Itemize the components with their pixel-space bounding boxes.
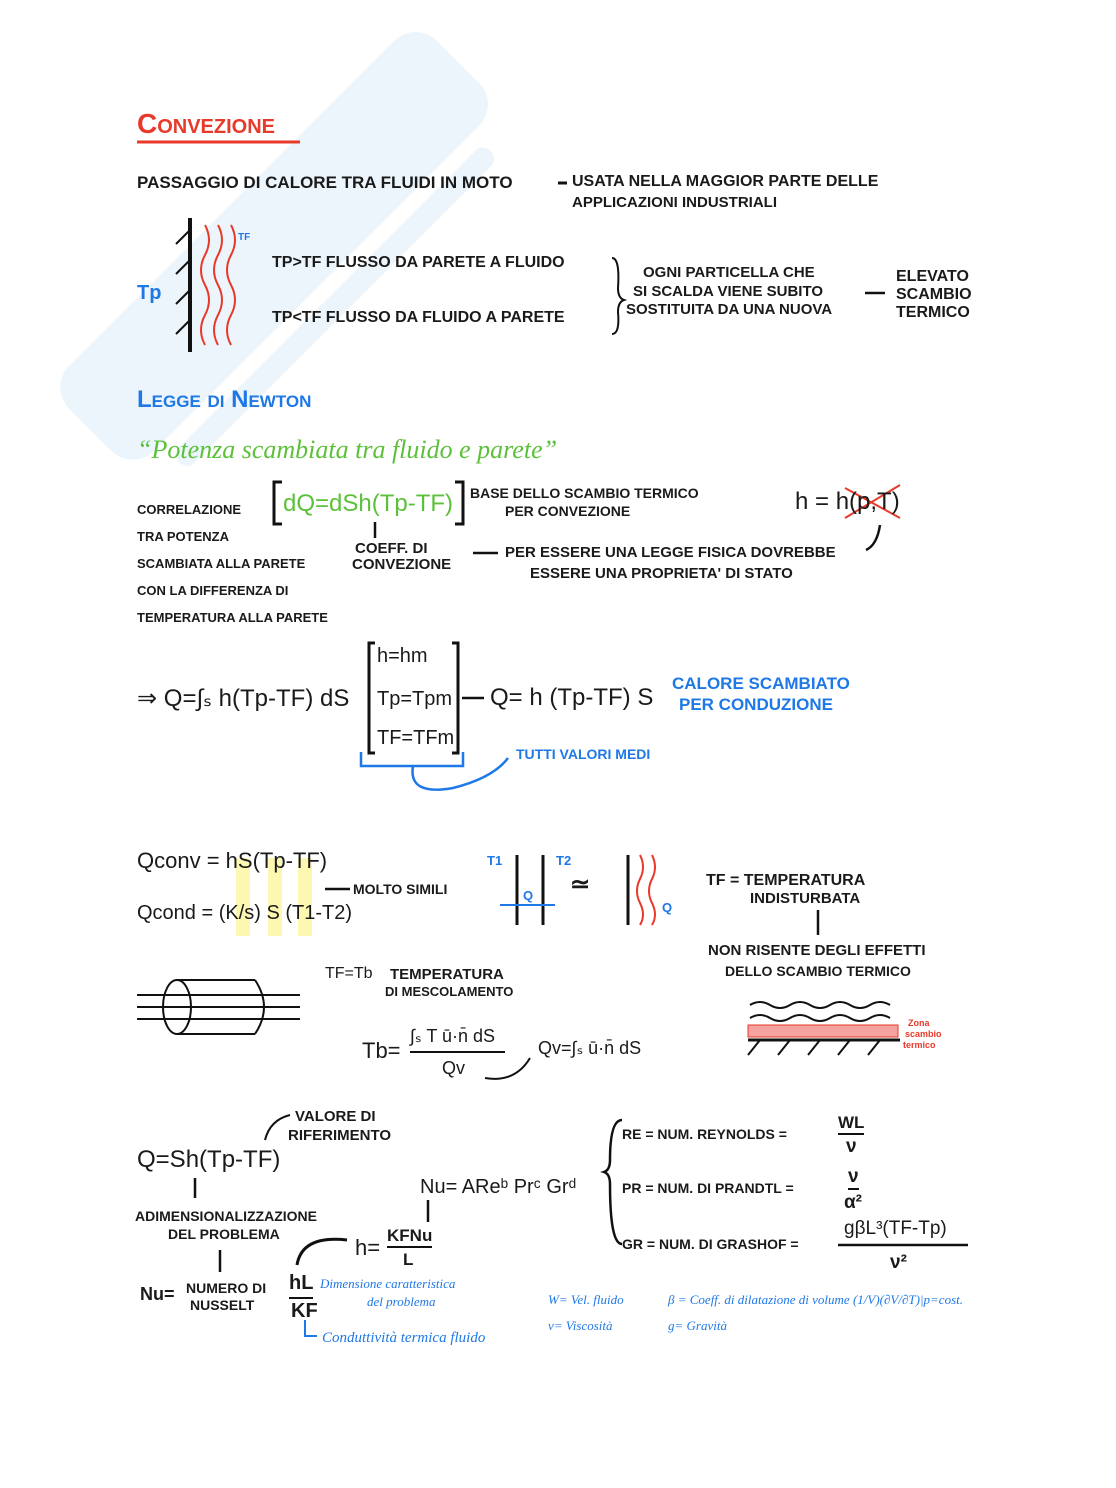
re-denominator: ν: [846, 1136, 857, 1157]
nu-numerator: hL: [289, 1272, 314, 1294]
gr-denominator: ν²: [890, 1252, 907, 1273]
h-numerator: KFNu: [387, 1226, 432, 1248]
legend-w: W= Vel. fluido: [548, 1292, 624, 1307]
qv-formula: Qv=∫ₛ ū·n̄ dS: [538, 1038, 642, 1058]
particle-note: SI SCALDA VIENE SUBITO: [633, 283, 824, 300]
tf-definition: INDISTURBATA: [750, 890, 861, 907]
result: TERMICO: [896, 304, 970, 321]
legend-beta: β = Coeff. di dilatazione di volume (1/V)(∂V/∂T)|p=cost.: [668, 1292, 963, 1307]
ref-note: VALORE DI: [295, 1108, 376, 1125]
h-denominator: L: [403, 1250, 414, 1269]
note: CALORE SCAMBIATO: [672, 674, 850, 693]
intro-usage: APPLICAZIONI INDUSTRIALI: [572, 194, 777, 211]
tb-denominator: Qv: [442, 1058, 466, 1078]
condition: TF=TFm: [377, 727, 455, 749]
fluid-waves: [201, 225, 235, 345]
brace-cases: [612, 258, 624, 334]
legend-nu: ν= Viscosità: [548, 1318, 613, 1333]
reynolds: RE = NUM. REYNOLDS =: [622, 1126, 787, 1142]
corr-note: TRA POTENZA: [137, 529, 229, 544]
label-q: Q: [662, 900, 673, 915]
zone-label: scambio: [905, 1029, 942, 1039]
law-note: PER ESSERE UNA LEGGE FISICA DOVREBBE: [505, 544, 836, 561]
nu-correlation: Nu= AReᵇ Prᶜ Grᵈ: [420, 1176, 577, 1198]
intro-usage: USATA NELLA MAGGIOR PARTE DELLE: [572, 173, 879, 190]
newton-formula: dQ=dSh(Tp-TF): [283, 490, 454, 517]
pr-numerator: ν: [848, 1166, 859, 1190]
label-t1: T1: [487, 853, 503, 868]
coeff-note: COEFF. DI: [355, 540, 428, 557]
ref-note: RIFERIMENTO: [288, 1127, 392, 1144]
page-title: Convezione: [137, 108, 276, 139]
qconv-formula: Qconv = hS(Tp-TF): [137, 848, 328, 873]
medi-arrow: [361, 752, 508, 790]
mix-note: DI MESCOLAMENTO: [385, 984, 514, 999]
mix-note: TEMPERATURA: [390, 966, 504, 983]
label-t2: T2: [556, 853, 572, 868]
undisturbed-note: NON RISENTE DEGLI EFFETTI: [708, 942, 926, 959]
nu-lhs: Nu=: [140, 1284, 175, 1304]
note: PER CONDUZIONE: [679, 695, 833, 714]
adim-note: ADIMENSIONALIZZAZIONE: [135, 1208, 317, 1224]
case-2: TP<TF FLUSSO DA FLUIDO A PARETE: [272, 309, 565, 326]
base-note: BASE DELLO SCAMBIO TERMICO: [470, 485, 699, 501]
nu-denominator: KF: [291, 1300, 318, 1322]
q-formula: Q=Sh(Tp-TF): [137, 1146, 281, 1173]
corr-note: TEMPERATURA ALLA PARETE: [137, 610, 328, 625]
condition: h=hm: [377, 645, 428, 667]
undisturbed-note: DELLO SCAMBIO TERMICO: [725, 963, 911, 979]
re-numerator: WL: [838, 1113, 864, 1135]
mean-formula: Q= h (Tp-TF) S: [490, 684, 654, 711]
nu-name: NUSSELT: [190, 1297, 255, 1313]
medi-note: TUTTI VALORI MEDI: [516, 746, 651, 762]
section-heading: Legge di Newton: [137, 386, 312, 413]
wall-hatch: [176, 230, 190, 334]
case-1: TP>TF FLUSSO DA PARETE A FLUIDO: [272, 254, 565, 271]
boundary-layer: [750, 1002, 890, 1021]
adim-note: DEL PROBLEMA: [168, 1226, 280, 1242]
quote: “Potenza scambiata tra fluido e parete”: [137, 435, 558, 464]
similar-note: MOLTO SIMILI: [353, 881, 448, 897]
coeff-note: CONVEZIONE: [352, 556, 452, 573]
h-lhs: h=: [355, 1235, 381, 1260]
integral-formula: ⇒ Q=∫ₛ h(Tp-TF) dS: [137, 685, 350, 712]
legend-g: g= Gravità: [668, 1318, 727, 1333]
tb-lhs: Tb=: [362, 1038, 401, 1063]
prandtl: PR = NUM. DI PRANDTL =: [622, 1180, 794, 1196]
zone-label: Zona: [908, 1018, 930, 1028]
particle-note: OGNI PARTICELLA CHE: [643, 264, 815, 281]
dim-note: Dimensione caratteristica: [320, 1276, 456, 1291]
base-note: PER CONVEZIONE: [505, 503, 631, 519]
dim-note: del problema: [367, 1294, 436, 1309]
zone-label: termico: [903, 1040, 936, 1050]
tf-tb: TF=Tb: [325, 965, 373, 982]
intro-text: PASSAGGIO DI CALORE TRA FLUIDI IN MOTO: [137, 173, 513, 192]
pipe: [137, 980, 300, 1034]
tb-numerator: ∫ₛ T ū·n̄ dS: [410, 1026, 496, 1046]
result: ELEVATO: [896, 268, 969, 285]
corr-note: CON LA DIFFERENZA DI: [137, 583, 289, 598]
label-q: Q: [523, 888, 534, 903]
cond-note: Conduttività termica fluido: [322, 1330, 486, 1346]
corr-note: CORRELAZIONE: [137, 502, 241, 517]
grashof: GR = NUM. DI GRASHOF =: [622, 1236, 799, 1252]
pr-denominator: α²: [844, 1192, 863, 1213]
tf-definition: TF = TEMPERATURA: [706, 872, 866, 889]
approx-sign: ≃: [570, 871, 591, 898]
result: SCAMBIO: [896, 286, 972, 303]
condition: Tp=Tpm: [377, 688, 453, 710]
h-dependency: h = h(p,T): [795, 488, 900, 515]
corr-note: SCAMBIATA ALLA PARETE: [137, 556, 306, 571]
label-tp: Tp: [137, 282, 162, 304]
nu-name: NUMERO DI: [186, 1280, 267, 1296]
law-note: ESSERE UNA PROPRIETA' DI STATO: [530, 565, 793, 582]
gr-numerator: gβL³(TF-Tp): [844, 1218, 947, 1239]
label-tf: TF: [238, 232, 251, 243]
particle-note: SOSTITUITA DA UNA NUOVA: [626, 301, 833, 318]
qcond-formula: Qcond = (K/s) S (T1-T2): [137, 902, 353, 924]
